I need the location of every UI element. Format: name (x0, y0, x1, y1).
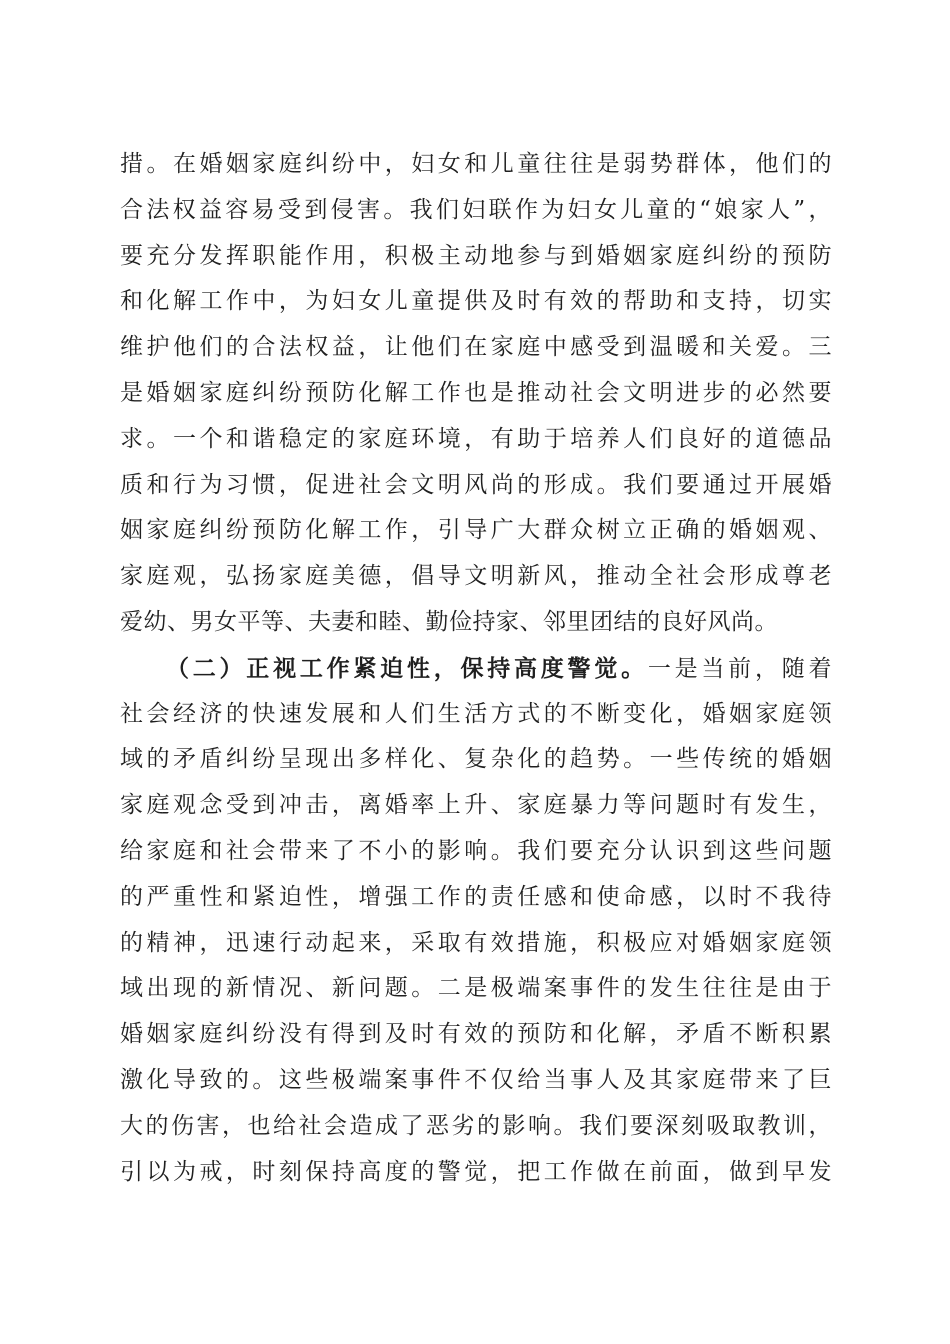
text-line: 域的矛盾纠纷呈现出多样化、复杂化的趋势。一些传统的婚姻 (120, 746, 832, 773)
text-line: 维护他们的合法权益，让他们在家庭中感受到温暖和关爱。三 (120, 334, 832, 361)
text-line: 给家庭和社会带来了不小的影响。我们要充分认识到这些问题 (120, 837, 832, 864)
text-line: 合法权益容易受到侵害。我们妇联作为妇女儿童的“娘家人”， (120, 196, 832, 223)
text-line: 质和行为习惯，促进社会文明风尚的形成。我们要通过开展婚 (120, 471, 832, 498)
text-line: 婚姻家庭纠纷没有得到及时有效的预防和化解，矛盾不断积累 (120, 1021, 832, 1048)
document-body (120, 142, 832, 1195)
text-line: 大的伤害，也给社会造成了恶劣的影响。我们要深刻吸取教训， (120, 1112, 832, 1139)
section-heading-line (120, 646, 832, 692)
section-heading: （二）正视工作紧迫性，保持高度警觉。 (166, 654, 648, 682)
text-line: 域出现的新情况、新问题。二是极端案事件的发生往往是由于 (120, 975, 832, 1002)
text-line: 求。一个和谐稳定的家庭环境，有助于培养人们良好的道德品 (120, 425, 832, 452)
text-line: 家庭观念受到冲击，离婚率上升、家庭暴力等问题时有发生， (120, 792, 832, 819)
text-line: 姻家庭纠纷预防化解工作，引导广大群众树立正确的婚姻观、 (120, 517, 832, 544)
text-line: 是婚姻家庭纠纷预防化解工作也是推动社会文明进步的必然要 (120, 379, 832, 406)
text-line: 的严重性和紧迫性，增强工作的责任感和使命感，以时不我待 (120, 883, 832, 910)
text-line: 激化导致的。这些极端案事件不仅给当事人及其家庭带来了巨 (120, 1066, 832, 1093)
text-line: 社会经济的快速发展和人们生活方式的不断变化，婚姻家庭领 (120, 700, 832, 727)
text-line: 措。在婚姻家庭纠纷中，妇女和儿童往往是弱势群体，他们的 (120, 151, 832, 177)
text-line: 家庭观，弘扬家庭美德，倡导文明新风，推动全社会形成尊老 (120, 563, 832, 590)
text-line: 和化解工作中，为妇女儿童提供及时有效的帮助和支持，切实 (120, 288, 832, 315)
text-line: 要充分发挥职能作用，积极主动地参与到婚姻家庭纠纷的预防 (120, 242, 832, 269)
text-line: 引以为戒，时刻保持高度的警觉，把工作做在前面，做到早发 (120, 1158, 832, 1185)
text-line: 爱幼、男女平等、夫妻和睦、勤俭持家、邻里团结的良好风尚。 (120, 608, 778, 635)
text-line: 的精神，迅速行动起来，采取有效措施，积极应对婚姻家庭领 (120, 929, 832, 956)
section-heading-rest: 一是当前，随着 (647, 655, 833, 682)
